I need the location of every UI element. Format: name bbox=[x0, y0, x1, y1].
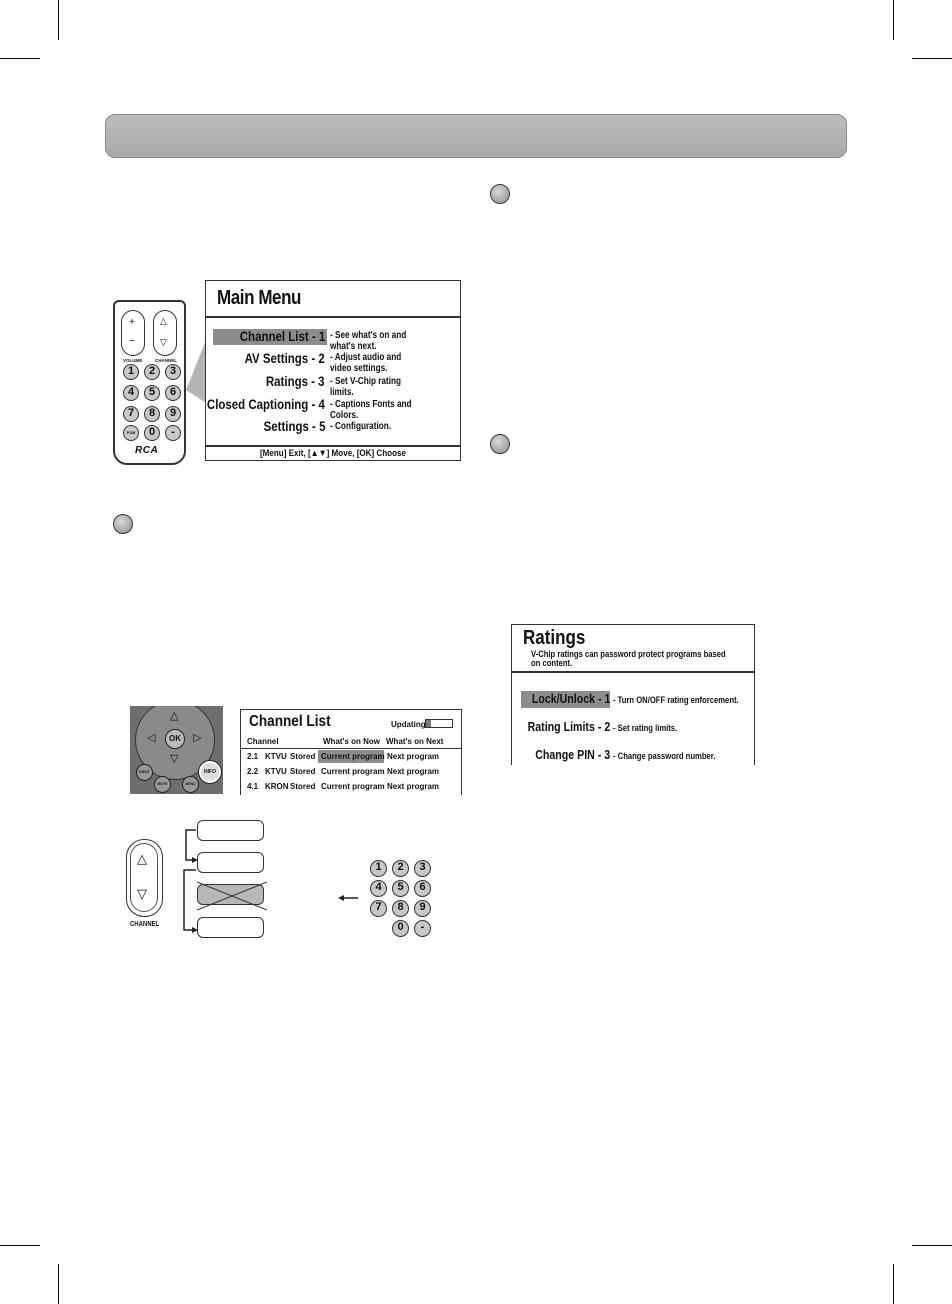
divider bbox=[206, 445, 460, 447]
volume-rocker[interactable] bbox=[121, 310, 145, 356]
keypad-button[interactable]: 5 bbox=[144, 385, 160, 401]
channel-callsign: KTVU bbox=[265, 752, 287, 761]
cross-out-icon bbox=[195, 880, 269, 912]
channel-box bbox=[197, 852, 264, 873]
step-bullet-icon bbox=[490, 434, 510, 454]
volume-label: VOLUME bbox=[123, 358, 143, 363]
channel-rocker-large[interactable] bbox=[126, 839, 163, 917]
crop-mark bbox=[893, 0, 894, 40]
program-next: Next program bbox=[387, 752, 440, 761]
channel-up-icon: △ bbox=[137, 851, 147, 866]
menu-item-desc: - Configuration. bbox=[330, 421, 392, 432]
volume-down-icon: − bbox=[129, 336, 135, 347]
keypad-button[interactable]: 3 bbox=[414, 860, 431, 877]
ratings-item-rating-limits[interactable]: Rating Limits - 2 bbox=[527, 720, 610, 734]
channel-label: CHANNEL bbox=[130, 921, 160, 928]
keypad-button[interactable]: 5 bbox=[392, 880, 409, 897]
crop-mark bbox=[0, 1245, 40, 1246]
step-bullet-icon bbox=[490, 184, 510, 204]
keypad-button[interactable]: 6 bbox=[165, 385, 181, 401]
channel-number: 2.2 bbox=[247, 767, 259, 776]
menu-item-av-settings[interactable]: AV Settings - 2 bbox=[244, 350, 325, 366]
ratings-title: Ratings bbox=[523, 627, 586, 649]
updating-label: Updating bbox=[391, 720, 426, 729]
ratings-item-change-pin[interactable]: Change PIN - 3 bbox=[535, 748, 610, 762]
program-now: Current program bbox=[321, 782, 385, 791]
program-next: Next program bbox=[387, 767, 440, 776]
menu-item-ratings[interactable]: Ratings - 3 bbox=[266, 373, 325, 389]
keypad-button[interactable]: 1 bbox=[123, 364, 139, 380]
keypad-button[interactable]: 0 bbox=[144, 425, 160, 441]
menu-item-desc: - Set V-Chip rating limits. bbox=[330, 376, 402, 398]
menu-item-closed-captioning[interactable]: Closed Captioning - 4 bbox=[207, 396, 325, 412]
channel-label: CHANNEL bbox=[155, 358, 177, 363]
keypad-button[interactable]: 0 bbox=[392, 920, 409, 937]
ratings-screen bbox=[511, 624, 755, 765]
crop-mark bbox=[893, 1264, 894, 1304]
program-now: Current program bbox=[321, 752, 385, 761]
column-header: What's on Now bbox=[323, 737, 381, 746]
ratings-item-desc: - Set rating limits. bbox=[613, 723, 678, 733]
remote-navigation-photo bbox=[130, 706, 223, 794]
crop-mark bbox=[58, 1264, 59, 1304]
channel-callsign: KTVU bbox=[265, 767, 287, 776]
keypad-button[interactable]: - bbox=[165, 425, 181, 441]
keypad-button[interactable]: PSM bbox=[123, 425, 139, 441]
keypad-button[interactable]: - bbox=[414, 920, 431, 937]
channel-list-screen bbox=[240, 709, 462, 795]
menu-item-desc: - Captions Fonts and Colors. bbox=[330, 399, 412, 421]
channel-status: Stored bbox=[290, 767, 316, 776]
dpad-right-icon[interactable]: ▷ bbox=[193, 732, 202, 744]
mute-button[interactable]: MUTE bbox=[154, 776, 171, 793]
updating-progress-bar bbox=[425, 719, 453, 728]
channel-rocker[interactable] bbox=[153, 310, 177, 356]
arrow-left-icon bbox=[338, 893, 360, 903]
channel-down-icon: ▽ bbox=[137, 886, 147, 901]
ratings-subtitle: V-Chip ratings can password protect programs based on content. bbox=[531, 649, 726, 668]
volume-up-icon: + bbox=[129, 317, 135, 328]
keypad-button[interactable]: 4 bbox=[123, 385, 139, 401]
keypad-button[interactable]: 9 bbox=[165, 406, 181, 422]
skipped-channel-box bbox=[197, 884, 264, 905]
channel-list-title: Channel List bbox=[249, 713, 331, 730]
program-now: Current program bbox=[321, 767, 385, 776]
keypad-button[interactable]: 1 bbox=[370, 860, 387, 877]
keypad-button[interactable]: 2 bbox=[144, 364, 160, 380]
keypad-button[interactable]: 8 bbox=[392, 900, 409, 917]
channel-status: Stored bbox=[290, 752, 316, 761]
menu-item-settings[interactable]: Settings - 5 bbox=[263, 418, 325, 434]
keypad-button[interactable]: 6 bbox=[414, 880, 431, 897]
input-button[interactable]: INPUT bbox=[136, 764, 153, 781]
channel-box bbox=[197, 820, 264, 841]
keypad-button[interactable]: 9 bbox=[414, 900, 431, 917]
ok-button[interactable]: OK bbox=[165, 729, 185, 749]
crop-mark bbox=[912, 1245, 952, 1246]
keypad-button[interactable]: 7 bbox=[123, 406, 139, 422]
ratings-item-desc: - Change password number. bbox=[613, 751, 716, 761]
rca-logo: RCA bbox=[135, 445, 159, 456]
dpad-down-icon[interactable]: ▽ bbox=[170, 753, 179, 765]
crop-mark bbox=[0, 58, 40, 59]
channel-number: 4.1 bbox=[247, 782, 259, 791]
channel-callsign: KRON bbox=[265, 782, 289, 791]
program-next: Next program bbox=[387, 782, 440, 791]
menu-item-desc: - See what's on and what's next. bbox=[330, 330, 407, 352]
menu-item-desc: - Adjust audio and video settings. bbox=[330, 352, 402, 374]
info-button[interactable]: INFO bbox=[199, 761, 221, 783]
column-header: Channel bbox=[247, 737, 279, 746]
channel-number: 2.1 bbox=[247, 752, 259, 761]
ratings-item-lock-unlock[interactable]: Lock/Unlock - 1 bbox=[531, 692, 610, 706]
keypad-button[interactable]: 2 bbox=[392, 860, 409, 877]
menu-item-channel-list[interactable]: Channel List - 1 bbox=[239, 328, 325, 344]
divider bbox=[206, 316, 460, 318]
crop-mark bbox=[912, 58, 952, 59]
channel-status: Stored bbox=[290, 782, 316, 791]
section-header-bar bbox=[105, 114, 847, 158]
column-header: What's on Next bbox=[386, 737, 444, 746]
ratings-item-desc: - Turn ON/OFF rating enforcement. bbox=[613, 695, 739, 705]
keypad-button[interactable]: 7 bbox=[370, 900, 387, 917]
channel-down-icon: ▽ bbox=[160, 337, 167, 347]
channel-box bbox=[197, 917, 264, 938]
channel-up-icon: △ bbox=[160, 316, 167, 326]
dpad-up-icon[interactable]: △ bbox=[170, 710, 179, 722]
menu-footer-hint: [Menu] Exit, [▲▼] Move, [OK] Choose bbox=[259, 448, 407, 459]
main-menu-title: Main Menu bbox=[217, 287, 302, 309]
step-bullet-icon bbox=[113, 514, 133, 534]
keypad-button[interactable]: 8 bbox=[144, 406, 160, 422]
crop-mark bbox=[58, 0, 59, 40]
dpad-left-icon[interactable]: ◁ bbox=[147, 732, 156, 744]
keypad-button[interactable]: 3 bbox=[165, 364, 181, 380]
keypad-button[interactable]: 4 bbox=[370, 880, 387, 897]
menu-button[interactable]: MENU bbox=[182, 776, 199, 793]
remote-control-illustration bbox=[113, 300, 186, 465]
main-menu-screen bbox=[205, 280, 461, 461]
